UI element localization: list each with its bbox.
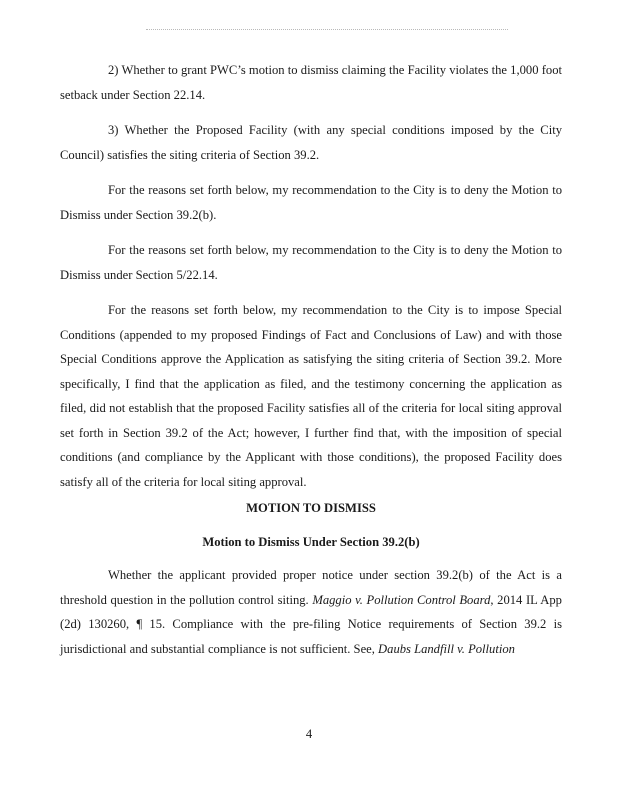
paragraph-text: Whether the applicant provided proper notice under section 39.2(b) of the Act is a threshold question in the pollution control siting. — [60, 568, 562, 607]
section-subheading: Motion to Dismiss Under Section 39.2(b) — [202, 534, 420, 549]
paragraph-notice-threshold — [60, 563, 562, 661]
paragraph-recommendation-special-conditions: For the reasons set forth below, my recommendation to the City is to impose Special Conditions (appended to my proposed Findings of Fact and Conclusions of Law) and with those Special Conditions approve the Application as satisfying the siting criteria of Section 39.2. More specifically, I find that the application as filed, and the testimony concerning the application as filed, did not establish that the proposed Facility satisfies all of the criteria for local siting approval set forth in Section 39.2 of the Act; however, I further find that, with the imposition of special conditions (and compliance by the Applicant with those conditions), the proposed Facility does satisfy all of the criteria for local siting approval. — [60, 303, 562, 489]
header-rule — [146, 29, 508, 30]
paragraph-recommendation-22-14: For the reasons set forth below, my recommendation to the City is to deny the Motion to Dismiss under Section 5/22.14. — [60, 243, 562, 282]
paragraph-issue-2: 2) Whether to grant PWC’s motion to dismiss claiming the Facility violates the 1,000 foot setback under Section 22.14. — [60, 63, 562, 102]
case-citation: Daubs Landfill v. Pollution — [378, 641, 515, 656]
paragraph-recommendation-39-2b: For the reasons set forth below, my recommendation to the City is to deny the Motion to Dismiss under Section 39.2(b). — [60, 183, 562, 222]
document-body — [60, 58, 562, 661]
page-number: 4 — [305, 727, 313, 741]
case-citation: Maggio v. Pollution Control Board — [312, 592, 491, 607]
section-heading: MOTION TO DISMISS — [246, 501, 376, 515]
paragraph-text: , 2014 IL App (2d) 130260, ¶ 15. Compliance with the pre-filing Notice requirements of Section 39.2 is jurisdictional and substantial compliance is not sufficient. See, — [60, 592, 562, 656]
paragraph-issue-3: 3) Whether the Proposed Facility (with any special conditions imposed by the City Council) satisfies the siting criteria of Section 39.2. — [60, 123, 562, 162]
